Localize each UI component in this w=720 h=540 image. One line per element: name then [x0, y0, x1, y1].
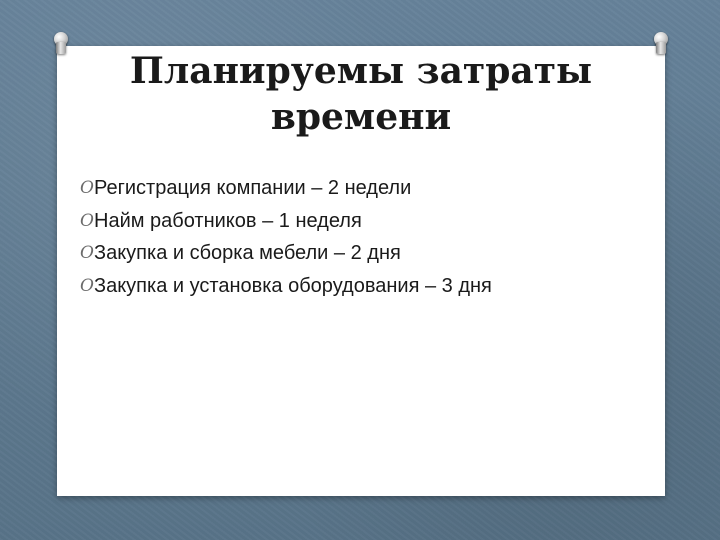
bullet-item: [0, 205, 640, 238]
bullet-text: Найм работников – 1 неделя: [94, 209, 362, 232]
slide-title-line: времени: [270, 96, 452, 138]
bullet-marker-icon: O: [80, 210, 94, 231]
bullet-marker-icon: O: [80, 275, 94, 296]
bullet-text: Закупка и сборка мебели – 2 дня: [94, 242, 401, 264]
bullet-list: [80, 172, 640, 302]
slide-title-line: Планируемы затраты: [129, 50, 593, 92]
bullet-item: [0, 237, 640, 270]
bullet-item: [0, 172, 640, 205]
bullet-text: Регистрация компании – 2 недели: [94, 177, 412, 199]
bullet-text: Закупка и установка оборудования – 3 дня: [94, 274, 492, 297]
bullet-marker-icon: O: [80, 243, 94, 263]
slide-title: [57, 48, 665, 140]
bullet-marker-icon: O: [80, 178, 94, 198]
bullet-item: [0, 270, 640, 303]
